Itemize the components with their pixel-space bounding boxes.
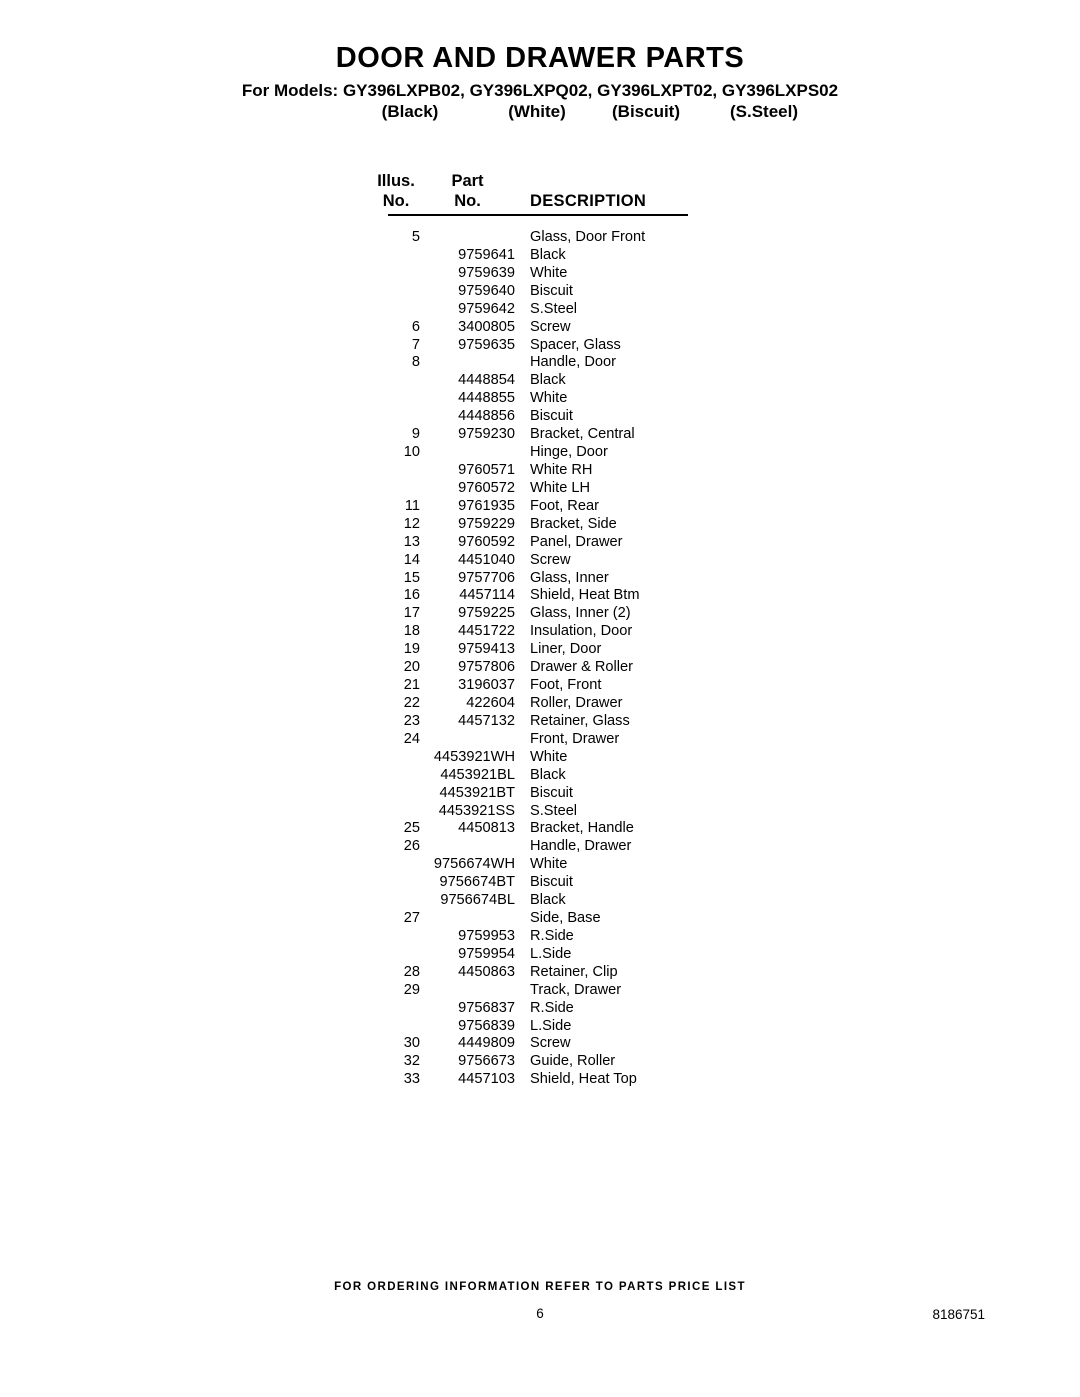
part-header-top: Part bbox=[451, 172, 484, 190]
part-no-cell: 9757706 bbox=[458, 569, 515, 586]
part-no-cell: 9756674BL bbox=[440, 892, 515, 909]
finish-label-biscuit: (Biscuit) bbox=[612, 102, 680, 121]
part-no-cell: 9756674WH bbox=[433, 856, 515, 873]
table-row bbox=[372, 838, 692, 856]
illus-no-cell: 15 bbox=[403, 569, 420, 586]
illus-no-cell bbox=[372, 283, 420, 301]
part-no-cell: 9757806 bbox=[458, 659, 515, 676]
description-cell: L.Side bbox=[530, 945, 572, 962]
description-cell: Drawer & Roller bbox=[530, 659, 633, 676]
description-cell: Screw bbox=[530, 1035, 571, 1052]
table-row bbox=[372, 247, 692, 265]
table-row bbox=[372, 390, 692, 408]
part-no-cell bbox=[420, 731, 515, 749]
part-no-cell: 4453921BL bbox=[440, 766, 515, 783]
table-row bbox=[372, 820, 692, 838]
part-no-cell: 9760572 bbox=[458, 479, 515, 496]
part-no-cell: 4453921SS bbox=[438, 802, 515, 819]
illus-no-cell bbox=[372, 372, 420, 390]
illus-no-cell bbox=[372, 749, 420, 767]
part-no-cell: 9760571 bbox=[458, 461, 515, 478]
finishes-line bbox=[0, 102, 1080, 124]
description-cell: Spacer, Glass bbox=[530, 336, 621, 353]
description-cell: Panel, Drawer bbox=[530, 533, 623, 550]
finish-label-white: (White) bbox=[508, 102, 566, 121]
illus-no-cell: 21 bbox=[403, 677, 420, 694]
table-row bbox=[372, 605, 692, 623]
description-cell: Liner, Door bbox=[530, 641, 602, 658]
table-row bbox=[372, 1018, 692, 1036]
illus-no-cell bbox=[372, 265, 420, 283]
illus-no-cell: 25 bbox=[403, 820, 420, 837]
illus-no-cell: 9 bbox=[411, 426, 420, 443]
table-row bbox=[372, 659, 692, 677]
part-no-cell: 4457103 bbox=[458, 1071, 515, 1088]
table-row bbox=[372, 713, 692, 731]
illus-no-cell bbox=[372, 856, 420, 874]
description-cell: S.Steel bbox=[530, 802, 578, 819]
description-header: DESCRIPTION bbox=[530, 192, 647, 210]
description-cell: L.Side bbox=[530, 1017, 572, 1034]
illus-no-cell bbox=[372, 1018, 420, 1036]
part-no-header: No. bbox=[454, 192, 481, 210]
finish-label-black: (Black) bbox=[381, 102, 439, 121]
part-no-cell: 4457132 bbox=[458, 712, 515, 729]
part-no-cell: 9759225 bbox=[458, 605, 515, 622]
illus-no-cell: 12 bbox=[403, 515, 420, 532]
description-cell: Bracket, Central bbox=[530, 426, 635, 443]
illus-no-header: No. bbox=[382, 192, 410, 210]
illus-no-cell: 11 bbox=[404, 497, 420, 514]
part-no-cell bbox=[420, 354, 515, 372]
header-rule bbox=[388, 214, 688, 216]
description-cell: White bbox=[530, 390, 568, 407]
table-header bbox=[372, 171, 692, 216]
part-no-cell: 3196037 bbox=[458, 677, 515, 694]
table-row bbox=[372, 767, 692, 785]
illus-no-cell: 22 bbox=[403, 694, 420, 711]
part-no-cell: 9759954 bbox=[458, 945, 515, 962]
table-row bbox=[372, 516, 692, 534]
description-cell: Track, Drawer bbox=[530, 981, 622, 998]
description-cell: Black bbox=[530, 892, 566, 909]
description-cell: Roller, Drawer bbox=[530, 694, 623, 711]
part-no-cell bbox=[420, 982, 515, 1000]
table-row bbox=[372, 1000, 692, 1018]
parts-table bbox=[372, 171, 692, 1089]
illus-no-cell: 7 bbox=[411, 336, 420, 353]
description-cell: Insulation, Door bbox=[530, 623, 633, 640]
description-cell: White LH bbox=[530, 479, 591, 496]
illus-header-top: Illus. bbox=[377, 172, 415, 190]
table-row bbox=[372, 301, 692, 319]
part-no-cell: 4450813 bbox=[458, 820, 515, 837]
description-cell: Black bbox=[530, 766, 566, 783]
table-row bbox=[372, 982, 692, 1000]
description-cell: Hinge, Door bbox=[530, 444, 608, 461]
part-no-cell: 4457114 bbox=[459, 587, 515, 604]
description-cell: Side, Base bbox=[530, 910, 601, 927]
table-row bbox=[372, 498, 692, 516]
illus-no-cell bbox=[372, 247, 420, 265]
description-cell: White bbox=[530, 856, 568, 873]
description-cell: Biscuit bbox=[530, 408, 573, 425]
table-row bbox=[372, 372, 692, 390]
table-row bbox=[372, 265, 692, 283]
table-row bbox=[372, 587, 692, 605]
description-cell: Biscuit bbox=[530, 784, 573, 801]
illus-no-cell: 30 bbox=[403, 1035, 420, 1052]
finish-label-ssteel: (S.Steel) bbox=[729, 102, 799, 121]
illus-no-cell: 24 bbox=[403, 730, 420, 747]
table-row bbox=[372, 803, 692, 821]
description-cell: Shield, Heat Top bbox=[530, 1071, 637, 1088]
illus-no-cell: 8 bbox=[411, 354, 420, 371]
illus-no-cell: 16 bbox=[403, 587, 420, 604]
illus-no-cell: 26 bbox=[403, 838, 420, 855]
description-cell: Black bbox=[530, 372, 566, 389]
table-row bbox=[372, 910, 692, 928]
table-row bbox=[372, 677, 692, 695]
description-cell: Front, Drawer bbox=[530, 730, 620, 747]
description-cell: Bracket, Handle bbox=[530, 820, 634, 837]
description-cell: Handle, Drawer bbox=[530, 838, 632, 855]
table-row bbox=[372, 946, 692, 964]
description-cell: Black bbox=[530, 246, 566, 263]
table-row bbox=[372, 462, 692, 480]
part-no-cell: 4453921BT bbox=[439, 784, 515, 801]
table-row bbox=[372, 874, 692, 892]
part-no-cell: 4448855 bbox=[458, 390, 515, 407]
illus-no-cell bbox=[372, 803, 420, 821]
table-row bbox=[372, 1071, 692, 1089]
part-no-cell: 4448856 bbox=[458, 408, 515, 425]
table-body bbox=[372, 229, 692, 1089]
description-cell: Biscuit bbox=[530, 282, 573, 299]
description-cell: Handle, Door bbox=[530, 354, 616, 371]
ordering-note: FOR ORDERING INFORMATION REFER TO PARTS PRICE LIST bbox=[334, 1281, 746, 1293]
table-row bbox=[372, 552, 692, 570]
description-cell: S.Steel bbox=[530, 300, 578, 317]
part-no-cell: 9759641 bbox=[458, 246, 515, 263]
doc-number: 8186751 bbox=[932, 1307, 985, 1322]
illus-no-cell bbox=[372, 874, 420, 892]
illus-no-cell: 5 bbox=[411, 229, 420, 245]
illus-no-cell: 33 bbox=[403, 1071, 420, 1088]
illus-no-cell bbox=[372, 480, 420, 498]
illus-no-cell bbox=[372, 946, 420, 964]
description-cell: R.Side bbox=[530, 999, 574, 1016]
part-no-cell: 9759639 bbox=[458, 264, 515, 281]
part-no-cell: 9756674BT bbox=[439, 874, 515, 891]
illus-no-cell: 10 bbox=[403, 444, 420, 461]
illus-no-cell bbox=[372, 1000, 420, 1018]
table-header-row-bottom bbox=[372, 191, 692, 211]
part-no-cell: 4453921WH bbox=[433, 748, 515, 765]
table-row bbox=[372, 964, 692, 982]
part-no-cell: 4450863 bbox=[458, 963, 515, 980]
models-line: For Models: GY396LXPB02, GY396LXPQ02, GY396LXPT02, GY396LXPS02 bbox=[241, 81, 839, 100]
part-no-cell: 9759635 bbox=[458, 336, 515, 353]
description-cell: Foot, Rear bbox=[530, 497, 599, 514]
illus-no-cell: 6 bbox=[411, 318, 420, 335]
table-row bbox=[372, 731, 692, 749]
table-row bbox=[372, 641, 692, 659]
table-row bbox=[372, 337, 692, 355]
description-cell: Screw bbox=[530, 318, 571, 335]
description-cell: White bbox=[530, 748, 568, 765]
table-row bbox=[372, 283, 692, 301]
table-row bbox=[372, 856, 692, 874]
illus-no-cell: 13 bbox=[403, 533, 420, 550]
table-header-row-top bbox=[372, 171, 692, 191]
table-row bbox=[372, 426, 692, 444]
illus-no-cell bbox=[372, 390, 420, 408]
table-row bbox=[372, 229, 692, 247]
description-cell: Glass, Door Front bbox=[530, 229, 646, 245]
illus-no-cell: 19 bbox=[403, 641, 420, 658]
description-header-spacer bbox=[515, 171, 692, 191]
description-cell: Biscuit bbox=[530, 874, 573, 891]
part-no-cell: 9756839 bbox=[458, 1017, 515, 1034]
part-no-cell: 9759413 bbox=[458, 641, 515, 658]
part-no-cell bbox=[420, 838, 515, 856]
part-no-cell: 9759640 bbox=[458, 282, 515, 299]
description-cell: Glass, Inner (2) bbox=[530, 605, 631, 622]
part-no-cell: 9759230 bbox=[458, 426, 515, 443]
illus-no-cell: 17 bbox=[403, 605, 420, 622]
page-title: DOOR AND DRAWER PARTS bbox=[335, 42, 745, 74]
illus-no-cell: 14 bbox=[403, 551, 420, 568]
page-number: 6 bbox=[536, 1306, 544, 1321]
table-row bbox=[372, 623, 692, 641]
illus-no-cell bbox=[372, 785, 420, 803]
description-cell: Foot, Front bbox=[530, 677, 602, 694]
part-no-cell bbox=[420, 229, 515, 247]
table-row bbox=[372, 408, 692, 426]
table-row bbox=[372, 785, 692, 803]
part-no-cell: 9759953 bbox=[458, 927, 515, 944]
illus-no-cell bbox=[372, 767, 420, 785]
table-row bbox=[372, 444, 692, 462]
illus-no-cell: 32 bbox=[403, 1053, 420, 1070]
table-row bbox=[372, 570, 692, 588]
illus-no-cell bbox=[372, 408, 420, 426]
table-row bbox=[372, 534, 692, 552]
illus-no-cell: 18 bbox=[403, 623, 420, 640]
part-no-cell bbox=[420, 444, 515, 462]
table-row bbox=[372, 319, 692, 337]
description-cell: White RH bbox=[530, 461, 593, 478]
table-row bbox=[372, 354, 692, 372]
description-cell: Shield, Heat Btm bbox=[530, 587, 640, 604]
table-row bbox=[372, 1053, 692, 1071]
description-cell: Glass, Inner bbox=[530, 569, 609, 586]
illus-no-cell: 20 bbox=[403, 659, 420, 676]
illus-no-cell: 23 bbox=[403, 712, 420, 729]
table-row bbox=[372, 1035, 692, 1053]
table-row bbox=[372, 928, 692, 946]
part-no-cell: 422604 bbox=[466, 694, 515, 711]
part-no-cell: 4451722 bbox=[458, 623, 515, 640]
illus-no-cell bbox=[372, 301, 420, 319]
part-no-cell: 9761935 bbox=[458, 497, 515, 514]
table-row bbox=[372, 749, 692, 767]
part-no-cell: 9760592 bbox=[458, 533, 515, 550]
illus-no-cell: 27 bbox=[403, 910, 420, 927]
description-cell: Retainer, Clip bbox=[530, 963, 618, 980]
part-no-cell: 4449809 bbox=[458, 1035, 515, 1052]
table-row bbox=[372, 695, 692, 713]
illus-no-cell bbox=[372, 892, 420, 910]
part-no-cell: 4451040 bbox=[458, 551, 515, 568]
part-no-cell: 9759229 bbox=[458, 515, 515, 532]
part-no-cell bbox=[420, 910, 515, 928]
illus-no-cell bbox=[372, 462, 420, 480]
description-cell: White bbox=[530, 264, 568, 281]
description-cell: Retainer, Glass bbox=[530, 712, 630, 729]
part-no-cell: 9759642 bbox=[458, 300, 515, 317]
description-cell: Guide, Roller bbox=[530, 1053, 616, 1070]
part-no-cell: 3400805 bbox=[458, 318, 515, 335]
table-row bbox=[372, 480, 692, 498]
illus-no-cell bbox=[372, 928, 420, 946]
part-no-cell: 9756673 bbox=[458, 1053, 515, 1070]
part-no-cell: 9756837 bbox=[458, 999, 515, 1016]
illus-no-cell: 29 bbox=[403, 981, 420, 998]
description-cell: Bracket, Side bbox=[530, 515, 617, 532]
table-row bbox=[372, 892, 692, 910]
illus-no-cell: 28 bbox=[403, 963, 420, 980]
description-cell: Screw bbox=[530, 551, 571, 568]
part-no-cell: 4448854 bbox=[458, 372, 515, 389]
description-cell: R.Side bbox=[530, 927, 574, 944]
